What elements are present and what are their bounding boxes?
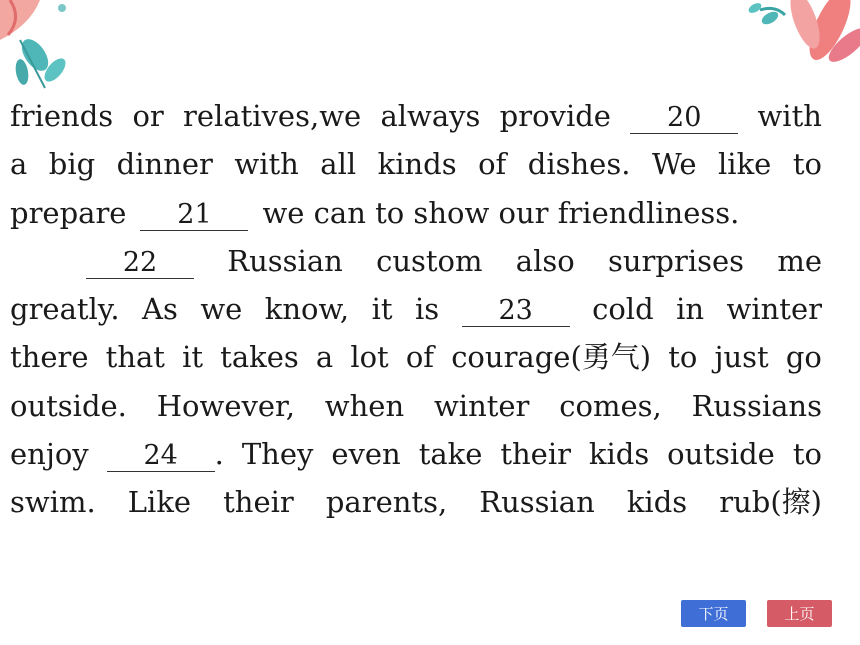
passage-line-6 xyxy=(10,333,822,381)
word: with xyxy=(757,99,822,133)
blank-22: 22 xyxy=(86,248,194,279)
word: it xyxy=(371,292,393,327)
word: to xyxy=(792,437,822,472)
passage-line-2 xyxy=(10,140,822,188)
word: Russians xyxy=(691,388,822,423)
word: Russian xyxy=(479,485,595,520)
word: surprises xyxy=(607,243,745,278)
word: even xyxy=(331,437,401,472)
word: courage(勇气) xyxy=(451,340,652,375)
word: know, xyxy=(264,292,350,327)
word: friends xyxy=(10,99,114,133)
passage-line-8 xyxy=(10,430,822,478)
word: Russian xyxy=(227,243,343,278)
word: just xyxy=(714,340,769,375)
word: relatives,we xyxy=(183,99,362,133)
leaf-decoration-left-icon xyxy=(0,0,80,95)
word: Like xyxy=(127,485,192,520)
word: a xyxy=(10,147,28,182)
blank-23: 23 xyxy=(462,296,570,327)
word: to xyxy=(668,340,698,375)
word: we xyxy=(200,292,243,327)
word: always xyxy=(380,99,481,133)
word: provide xyxy=(499,99,611,133)
word: kids xyxy=(588,437,650,472)
word: take xyxy=(418,437,483,472)
word: As xyxy=(142,292,178,327)
word: or xyxy=(132,99,164,133)
word: me xyxy=(777,243,822,278)
word: rub(擦) xyxy=(719,485,822,520)
passage-line-4 xyxy=(10,237,822,285)
word: with xyxy=(234,147,299,182)
word: dinner xyxy=(116,147,213,182)
word: like xyxy=(718,147,772,182)
blank-24: 24 xyxy=(107,441,215,472)
period: . xyxy=(214,437,224,472)
word: big xyxy=(48,147,96,182)
word: go xyxy=(785,340,822,375)
passage-line-1 xyxy=(10,92,822,140)
word: to xyxy=(792,147,822,182)
word: dishes. xyxy=(527,147,631,182)
word: kids xyxy=(626,485,688,520)
word: also xyxy=(515,243,575,278)
word: of xyxy=(478,147,507,182)
word: their xyxy=(223,485,294,520)
blank-20: 20 xyxy=(630,103,738,134)
word: comes, xyxy=(559,388,662,423)
word: a xyxy=(315,340,334,375)
word: We xyxy=(651,147,697,182)
word: greatly. xyxy=(10,292,120,327)
blank-24-group xyxy=(107,430,224,478)
word: all xyxy=(320,147,357,182)
passage-line-7 xyxy=(10,382,822,430)
word: is xyxy=(414,292,440,327)
word: They xyxy=(241,437,314,472)
word: enjoy xyxy=(10,437,89,472)
word: winter xyxy=(433,388,530,423)
passage-line-9 xyxy=(10,478,822,526)
word: outside. xyxy=(10,388,127,423)
word: in xyxy=(676,292,705,327)
passage-line-5 xyxy=(10,285,822,333)
word: custom xyxy=(376,243,483,278)
word: takes xyxy=(220,340,299,375)
word: there xyxy=(10,340,89,375)
word: However, xyxy=(156,388,295,423)
passage-text xyxy=(10,92,822,527)
word: prepare xyxy=(10,195,127,230)
blank-21: 21 xyxy=(140,200,248,231)
previous-page-button[interactable]: 上页 xyxy=(767,600,832,627)
word: swim. xyxy=(10,485,96,520)
phrase: we can to show our friendliness. xyxy=(262,195,740,230)
word: kinds xyxy=(377,147,457,182)
word: of xyxy=(405,340,435,375)
next-page-button[interactable]: 下页 xyxy=(681,600,746,627)
leaf-decoration-right-icon xyxy=(730,0,860,75)
word: their xyxy=(500,437,571,472)
word: when xyxy=(324,388,405,423)
passage-line-3 xyxy=(10,189,822,237)
word: outside xyxy=(667,437,775,472)
word: lot xyxy=(350,340,389,375)
word: parents, xyxy=(325,485,448,520)
word: winter xyxy=(726,292,822,327)
word: cold xyxy=(592,292,654,327)
word: it xyxy=(182,340,204,375)
word: that xyxy=(105,340,165,375)
